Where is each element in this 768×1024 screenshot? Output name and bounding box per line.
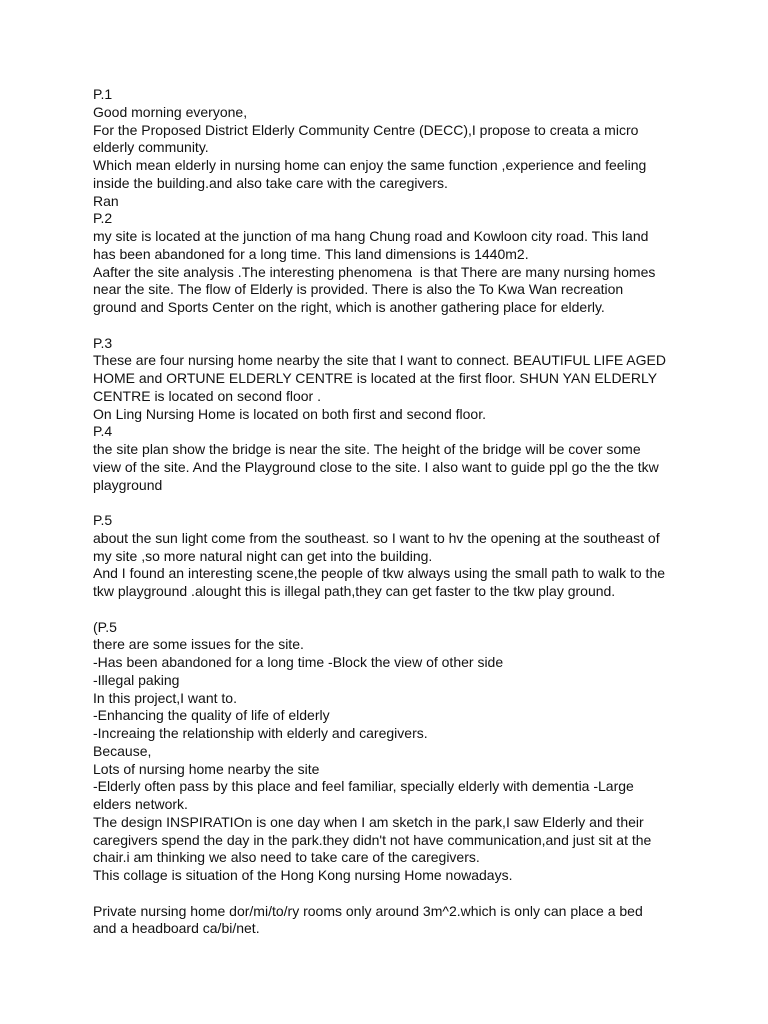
text-line: P.1 [93, 86, 113, 102]
text-line: my site is located at the junction of ma hang Chung road and Kowloon city road. This land [93, 228, 649, 244]
text-line: P.5 [93, 512, 113, 528]
text-line: the site plan show the bridge is near the site. The height of the bridge will be cover some [93, 441, 641, 457]
blank-line [93, 601, 693, 619]
text-line: The design INSPIRATIOn is one day when I am sketch in the park,I saw Elderly and their [93, 813, 644, 830]
text-line: view of the site. And the Playground close to the site. I also want to guide ppl go the the tkw [93, 458, 659, 475]
text-line: my site ,so more natural night can get into the building. [93, 547, 433, 564]
text-line: playground [93, 476, 163, 493]
text-line: Ran [93, 192, 119, 209]
text-line: ground and Sports Center on the right, which is another gathering place for elderly. [93, 299, 605, 315]
text-line: (P.5 [93, 618, 117, 635]
text-line: And I found an interesting scene,the people of tkw always using the small path to walk to the [93, 565, 666, 582]
text-line: has been abandoned for a long time. This land dimensions is 1440m2. [93, 245, 529, 262]
text-line: inside the building.and also take care with the caregivers. [93, 174, 448, 191]
text-line: caregivers spend the day in the park.they didn't not have communication,and just sit at the [93, 831, 652, 848]
text-line: elderly community. [93, 139, 209, 156]
text-line: On Ling Nursing Home is located on both first and second floor. [93, 405, 486, 422]
text-line: Because, [93, 742, 152, 759]
text-line: -Has been abandoned for a long time -Block the view of other side [93, 654, 504, 670]
text-line: These are four nursing home nearby the site that I want to connect. BEAUTIFUL LIFE AGED [93, 352, 666, 369]
text-line: -Enhancing the quality of life of elderly [93, 707, 330, 724]
text-line: CENTRE is located on second floor . [93, 387, 321, 404]
text-line: about the sun light come from the southeast. so I want to hv the opening at the southeast of [93, 529, 660, 546]
blank-line [93, 494, 693, 512]
text-line: -Elderly often pass by this place and feel familiar, specially elderly with dementia -Large [93, 778, 634, 795]
blank-line [93, 885, 693, 903]
blank-line [93, 317, 693, 335]
text-line: -Increaing the relationship with elderly and caregivers. [93, 725, 428, 741]
text-line: Good morning everyone, [93, 103, 248, 120]
text-line: near the site. The flow of Elderly is provided. There is also the To Kwa Wan recreation [93, 281, 624, 298]
text-line: tkw playground .alought this is illegal path,they can get faster to the tkw play ground. [93, 583, 616, 599]
text-line: elders network. [93, 796, 188, 812]
document-body [93, 86, 693, 938]
text-line: P.3 [93, 334, 113, 351]
text-line: chair.i am thinking we also need to take care of the caregivers. [93, 849, 480, 866]
text-line: and a headboard ca/bi/net. [93, 920, 260, 937]
text-line: P.2 [93, 210, 113, 227]
text-line: In this project,I want to. [93, 689, 237, 706]
text-line: Which mean elderly in nursing home can enjoy the same function ,experience and feeling [93, 157, 647, 173]
text-line: Aafter the site analysis .The interesting phenomena is that There are many nursing homes [93, 263, 656, 280]
text-line: there are some issues for the site. [93, 636, 304, 653]
text-line: For the Proposed District Elderly Community Centre (DECC),I propose to creata a micro [93, 121, 639, 138]
text-line: P.4 [93, 423, 113, 440]
text-line: This collage is situation of the Hong Kong nursing Home nowadays. [93, 867, 513, 883]
text-line: Lots of nursing home nearby the site [93, 760, 320, 777]
text-line: Private nursing home dor/mi/to/ry rooms only around 3m^2.which is only can place a bed [93, 902, 643, 919]
text-line: HOME and ORTUNE ELDERLY CENTRE is located at the first floor. SHUN YAN ELDERLY [93, 370, 658, 386]
text-line: -Illegal paking [93, 671, 180, 688]
